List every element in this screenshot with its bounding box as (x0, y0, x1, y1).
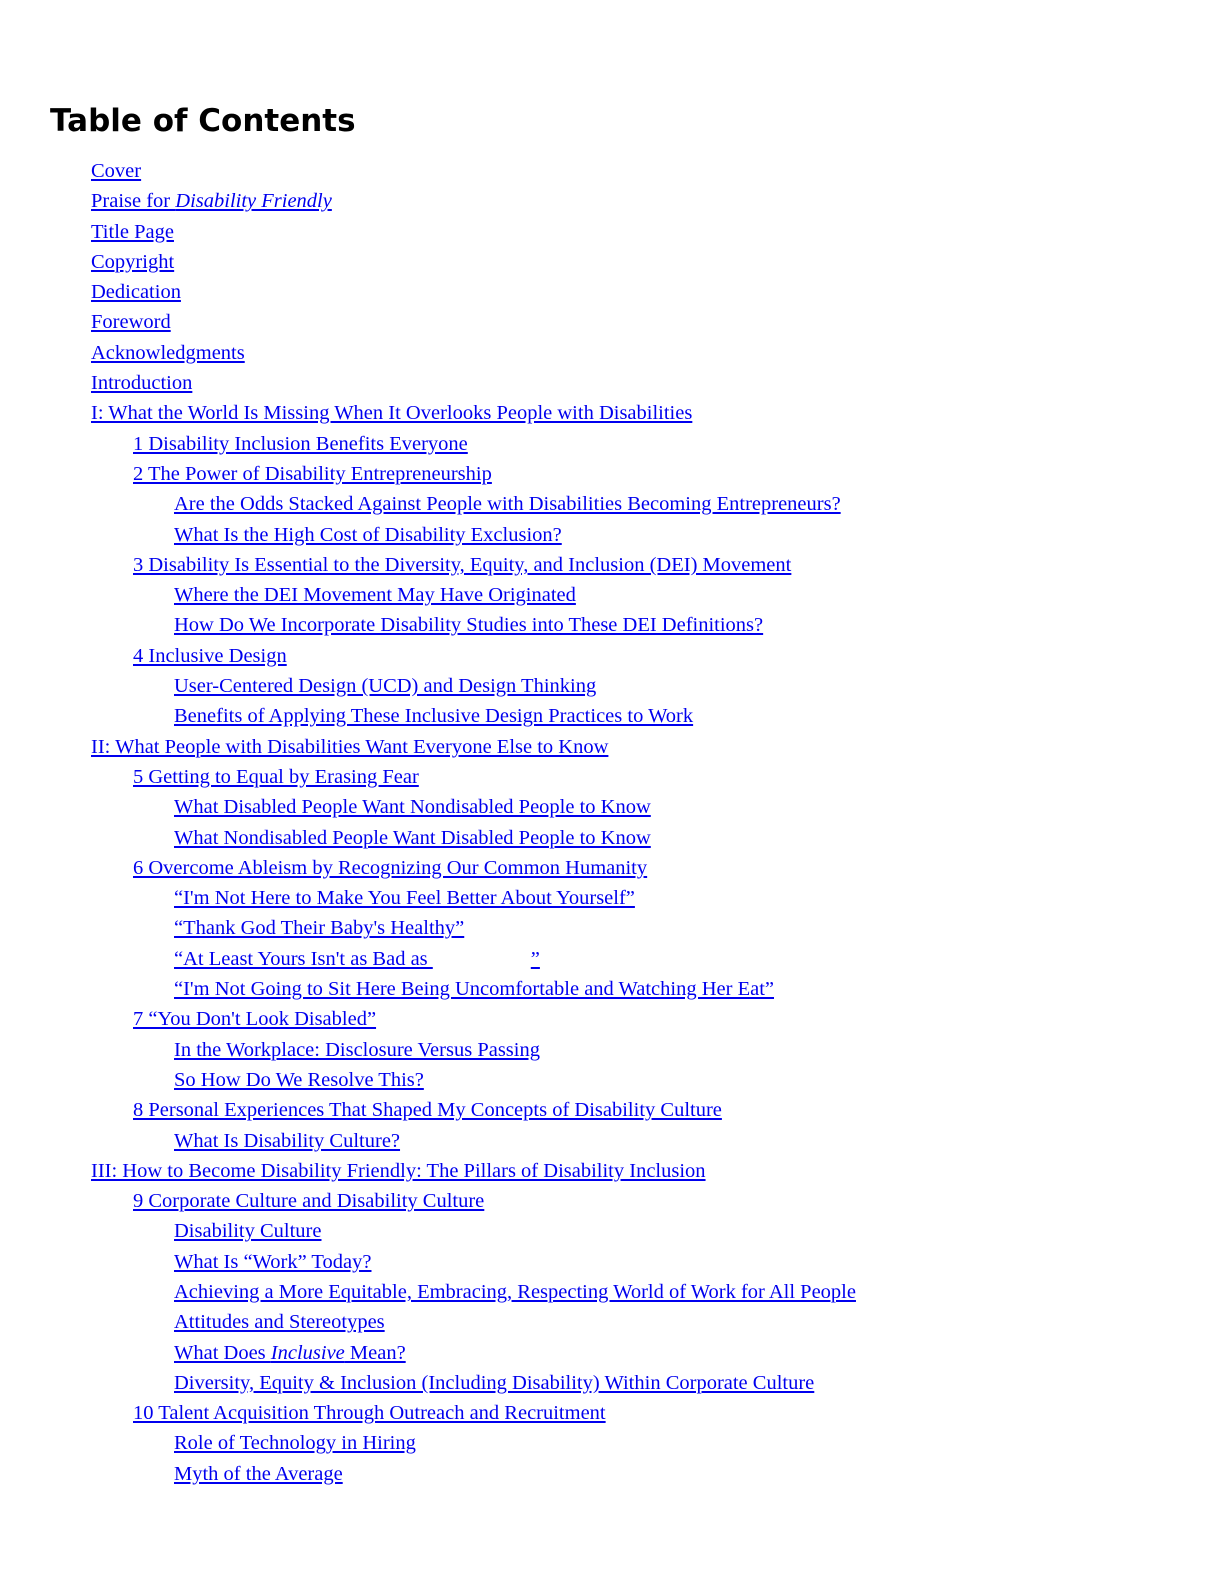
toc-link-what-disabled-people-want-nondisabled-people-to-[interactable] (174, 796, 651, 818)
toc-link-text: 1 Disability Inclusion Benefits Everyone (133, 432, 468, 455)
toc-entry (0, 853, 1224, 883)
toc-entry (0, 550, 1224, 580)
toc-entry (0, 641, 1224, 671)
toc-link-7-you-don-t-look-disabled[interactable] (133, 1008, 376, 1030)
toc-link-i-what-the-world-is-missing-when-it-overlooks-pe[interactable] (91, 402, 692, 424)
toc-entry (0, 792, 1224, 822)
toc-link-1-disability-inclusion-benefits-everyone[interactable] (133, 433, 468, 455)
toc-link-text: So How Do We Resolve This? (174, 1068, 424, 1091)
toc-link-text: Foreword (91, 311, 171, 334)
toc-entry (0, 974, 1224, 1004)
toc-link-5-getting-to-equal-by-erasing-fear[interactable] (133, 766, 419, 788)
page-title: Table of Contents (50, 103, 356, 139)
toc-link-text: Where the DEI Movement May Have Originated (174, 584, 576, 607)
toc-entry (0, 883, 1224, 913)
toc-link-what-is-the-high-cost-of-disability-exclusion[interactable] (174, 524, 562, 546)
toc-link-diversity-equity-inclusion-including-disability-[interactable] (174, 1372, 814, 1394)
toc-entry (0, 429, 1224, 459)
toc-link-text: “At Least Yours Isn't as Bad as (174, 947, 433, 970)
toc-entry (0, 1459, 1224, 1489)
toc-link-trailing-text: ” (530, 947, 540, 970)
toc-entry (0, 944, 1224, 974)
toc-link-iii-how-to-become-disability-friendly-the-pillar[interactable] (91, 1160, 706, 1182)
toc-entry (0, 1156, 1224, 1186)
toc-link-i-m-not-going-to-sit-here-being-uncomfortable-an[interactable] (174, 978, 774, 1000)
toc-entry (0, 1035, 1224, 1065)
toc-entry (0, 762, 1224, 792)
toc-link-role-of-technology-in-hiring[interactable] (174, 1432, 416, 1454)
toc-link-text: What Does (174, 1341, 271, 1364)
toc-link-text: What Is Disability Culture? (174, 1129, 401, 1152)
toc-link-4-inclusive-design[interactable] (133, 645, 287, 667)
toc-link-text: Myth of the Average (174, 1462, 343, 1485)
toc-link-text: Attitudes and Stereotypes (174, 1311, 385, 1334)
toc-link-title-page[interactable] (91, 221, 174, 243)
toc-entry (0, 580, 1224, 610)
toc-entry (0, 368, 1224, 398)
toc-entry (0, 186, 1224, 216)
toc-link-what-nondisabled-people-want-disabled-people-to-[interactable] (174, 827, 651, 849)
toc-link-text: What Disabled People Want Nondisabled People to Know (174, 796, 651, 819)
toc-link-text: 7 “You Don't Look Disabled” (133, 1008, 377, 1031)
toc-link-i-m-not-here-to-make-you-feel-better-about-yours[interactable] (174, 887, 635, 909)
toc-entry (0, 671, 1224, 701)
toc-link-text: Dedication (91, 281, 181, 304)
toc-link-what-is-work-today[interactable] (174, 1251, 371, 1273)
toc-entry (0, 1065, 1224, 1095)
toc-link-text: 9 Corporate Culture and Disability Culture (133, 1190, 485, 1213)
toc-link-text: 4 Inclusive Design (133, 644, 287, 667)
toc-link-text: Role of Technology in Hiring (174, 1432, 416, 1455)
toc-link-user-centered-design-ucd-and-design-thinking[interactable] (174, 675, 596, 697)
toc-entry (0, 1307, 1224, 1337)
toc-entry (0, 1247, 1224, 1277)
toc-entry (0, 398, 1224, 428)
toc-entry (0, 1338, 1224, 1368)
toc-entry (0, 1186, 1224, 1216)
toc-link-where-the-dei-movement-may-have-originated[interactable] (174, 584, 576, 606)
toc-entry (0, 338, 1224, 368)
toc-link-ii-what-people-with-disabilities-want-everyone-e[interactable] (91, 736, 608, 758)
toc-link-text: “I'm Not Here to Make You Feel Better About Yourself” (174, 887, 635, 910)
toc-entry (0, 489, 1224, 519)
toc-link-disability-culture[interactable] (174, 1220, 321, 1242)
toc-entry (0, 823, 1224, 853)
toc-entry (0, 732, 1224, 762)
toc-link-italic-text: Inclusive (270, 1341, 345, 1364)
toc-entry (0, 1216, 1224, 1246)
toc-link-text: Disability Culture (174, 1220, 322, 1243)
toc-entry (0, 1126, 1224, 1156)
toc-link-text: II: What People with Disabilities Want Everyone Else to Know (91, 735, 609, 758)
toc-entry (0, 459, 1224, 489)
toc-link-text: 10 Talent Acquisition Through Outreach and Recruitment (133, 1402, 606, 1425)
toc-link-text: Acknowledgments (91, 341, 245, 364)
toc-link-introduction[interactable] (91, 372, 192, 394)
toc-entry (0, 307, 1224, 337)
toc-link-text: Diversity, Equity & Inclusion (Including Disability) Within Corporate Culture (174, 1371, 815, 1394)
toc-link-copyright[interactable] (91, 251, 174, 273)
toc-link-text: User-Centered Design (UCD) and Design Thinking (174, 675, 597, 698)
toc-link-text: Are the Odds Stacked Against People with Disabilities Becoming Entrepreneurs? (174, 493, 841, 516)
toc-link-text: Benefits of Applying These Inclusive Design Practices to Work (174, 705, 694, 728)
toc-link-text: “I'm Not Going to Sit Here Being Uncomfortable and Watching Her Eat” (174, 978, 774, 1001)
toc-link-thank-god-their-baby-s-healthy[interactable] (174, 917, 464, 939)
toc-link-text: I: What the World Is Missing When It Overlooks People with Disabilities (91, 402, 693, 425)
toc-link-text: 3 Disability Is Essential to the Diversity, Equity, and Inclusion (DEI) Movement (133, 553, 792, 576)
toc-entry (0, 1277, 1224, 1307)
toc-entry (0, 913, 1224, 943)
toc-link-text: What Nondisabled People Want Disabled People to Know (174, 826, 651, 849)
toc-link-text: 5 Getting to Equal by Erasing Fear (133, 765, 419, 788)
toc-entry (0, 277, 1224, 307)
toc-link-text: III: How to Become Disability Friendly: The Pillars of Disability Inclusion (91, 1159, 706, 1182)
toc-link-cover[interactable] (91, 160, 141, 182)
toc-link-praise-for-disability-friendly[interactable] (91, 190, 332, 212)
toc-entry (0, 520, 1224, 550)
toc-entry (0, 156, 1224, 186)
toc-list (0, 156, 1224, 1489)
toc-link-text: Introduction (91, 372, 193, 395)
toc-link-text: How Do We Incorporate Disability Studies into These DEI Definitions? (174, 614, 764, 637)
toc-link-text: What Is “Work” Today? (174, 1250, 372, 1273)
toc-link-in-the-workplace-disclosure-versus-passing[interactable] (174, 1039, 540, 1061)
toc-link-8-personal-experiences-that-shaped-my-concepts-o[interactable] (133, 1099, 722, 1121)
toc-link-text: Praise for (91, 190, 176, 213)
toc-entry (0, 610, 1224, 640)
toc-link-benefits-of-applying-these-inclusive-design-prac[interactable] (174, 705, 693, 727)
toc-link-text: 2 The Power of Disability Entrepreneurship (133, 462, 492, 485)
toc-link-text: Title Page (91, 220, 174, 243)
toc-link-how-do-we-incorporate-disability-studies-into-th[interactable] (174, 614, 763, 636)
toc-link-text: What Is the High Cost of Disability Exclusion? (174, 523, 562, 546)
toc-link-acknowledgments[interactable] (91, 342, 245, 364)
toc-link-italic-text: Disability Friendly (175, 190, 332, 213)
toc-link-foreword[interactable] (91, 311, 171, 333)
toc-entry (0, 247, 1224, 277)
toc-link-text: 8 Personal Experiences That Shaped My Concepts of Disability Culture (133, 1099, 722, 1122)
toc-entry (0, 701, 1224, 731)
toc-link-text: In the Workplace: Disclosure Versus Passing (174, 1038, 540, 1061)
toc-link-10-talent-acquisition-through-outreach-and-recru[interactable] (133, 1402, 606, 1424)
toc-link-what-does-inclusive[interactable] (174, 1342, 406, 1364)
toc-link-3-disability-is-essential-to-the-diversity-equit[interactable] (133, 554, 791, 576)
toc-entry (0, 1398, 1224, 1428)
toc-entry (0, 217, 1224, 247)
toc-entry (0, 1095, 1224, 1125)
toc-link-achieving-a-more-equitable-embracing-respecting-[interactable] (174, 1281, 856, 1303)
toc-link-text: Copyright (91, 250, 175, 273)
toc-link-myth-of-the-average[interactable] (174, 1463, 343, 1485)
toc-link-6-overcome-ableism-by-recognizing-our-common-hum[interactable] (133, 857, 647, 879)
toc-link-text: Cover (91, 160, 142, 182)
toc-link-text: 6 Overcome Ableism by Recognizing Our Common Humanity (133, 856, 648, 879)
toc-link-trailing-text: Mean? (344, 1341, 406, 1364)
toc-link-at-least-yours-isn-t-as-bad-as[interactable] (174, 948, 540, 970)
toc-link-attitudes-and-stereotypes[interactable] (174, 1311, 385, 1333)
toc-entry (0, 1368, 1224, 1398)
toc-link-are-the-odds-stacked-against-people-with-disabil[interactable] (174, 493, 841, 515)
toc-link-dedication[interactable] (91, 281, 181, 303)
toc-link-text: “Thank God Their Baby's Healthy” (174, 917, 465, 940)
toc-link-so-how-do-we-resolve-this[interactable] (174, 1069, 424, 1091)
toc-link-2-the-power-of-disability-entrepreneurship[interactable] (133, 463, 492, 485)
toc-entry (0, 1004, 1224, 1034)
toc-link-text: Achieving a More Equitable, Embracing, Respecting World of Work for All People (174, 1280, 856, 1303)
toc-link-9-corporate-culture-and-disability-culture[interactable] (133, 1190, 484, 1212)
toc-link-what-is-disability-culture[interactable] (174, 1130, 400, 1152)
toc-entry (0, 1428, 1224, 1458)
